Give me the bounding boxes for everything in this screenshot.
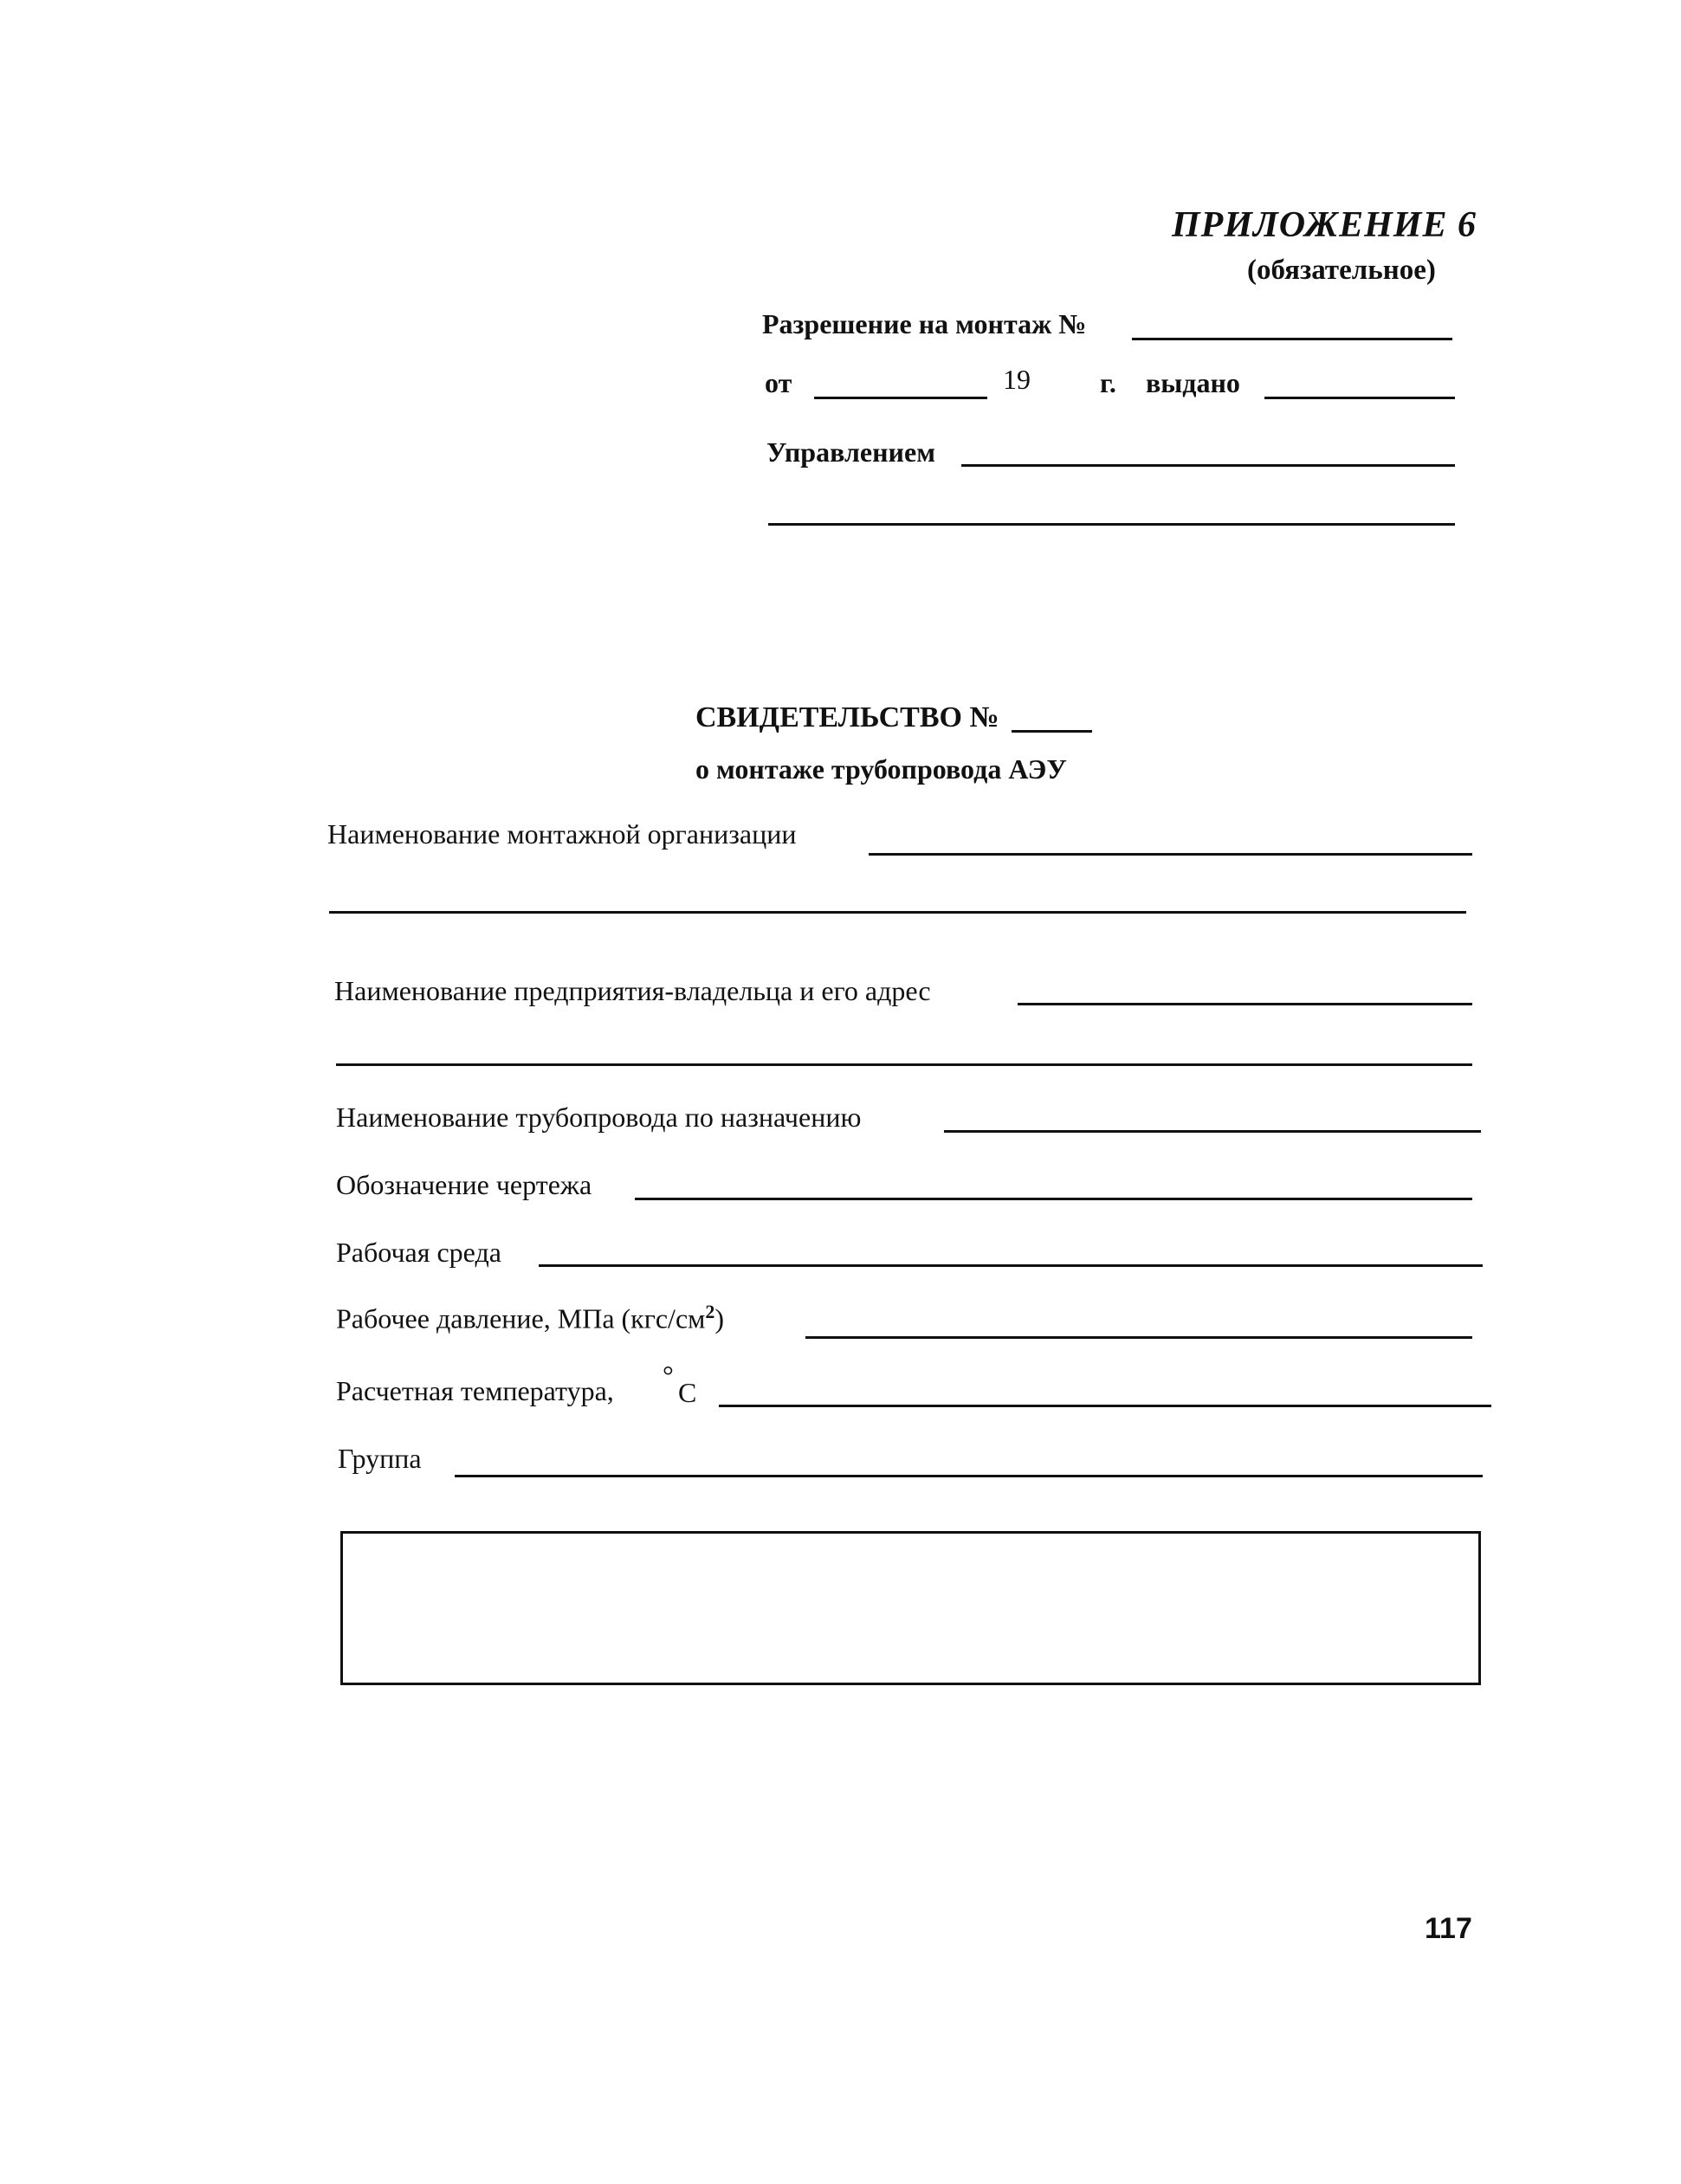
appendix-title: ПРИЛОЖЕНИЕ 6 xyxy=(1172,205,1477,245)
permit-date-field[interactable] xyxy=(814,397,987,399)
certificate-number-field[interactable] xyxy=(1012,730,1092,733)
working-pressure-sup: 2 xyxy=(705,1301,715,1322)
working-pressure-text: Рабочее давление, МПа (кгс/см xyxy=(336,1302,706,1334)
pipeline-purpose-label: Наименование трубопровода по назначению xyxy=(336,1102,862,1133)
permit-issued-field[interactable] xyxy=(1264,397,1455,399)
permit-authority-label: Управлением xyxy=(766,436,935,468)
permit-year-suffix: г. xyxy=(1100,367,1116,398)
working-medium-label: Рабочая среда xyxy=(336,1237,501,1268)
working-pressure-label xyxy=(336,1301,724,1335)
design-temperature-field[interactable] xyxy=(719,1405,1491,1407)
degree-symbol: ° xyxy=(663,1360,674,1391)
working-pressure-field[interactable] xyxy=(805,1336,1472,1339)
permit-number-field[interactable] xyxy=(1132,338,1452,340)
blank-frame xyxy=(340,1531,1481,1685)
certificate-title: СВИДЕТЕЛЬСТВО № xyxy=(695,701,999,733)
permit-from-label: от xyxy=(765,367,792,398)
group-field[interactable] xyxy=(455,1475,1483,1477)
permit-authority-field-2[interactable] xyxy=(768,523,1455,526)
owner-enterprise-field-2[interactable] xyxy=(336,1063,1472,1066)
page-number: 117 xyxy=(1425,1912,1472,1945)
working-medium-field[interactable] xyxy=(539,1264,1483,1267)
appendix-subtitle: (обязательное) xyxy=(1247,255,1436,286)
installer-org-field[interactable] xyxy=(869,853,1472,856)
owner-enterprise-label: Наименование предприятия-владельца и его адрес xyxy=(334,975,931,1006)
design-temperature-label: Расчетная температура, xyxy=(336,1375,614,1406)
installer-org-field-2[interactable] xyxy=(329,911,1466,914)
installer-org-label: Наименование монтажной организации xyxy=(327,818,797,850)
owner-enterprise-field[interactable] xyxy=(1018,1003,1472,1005)
working-pressure-close: ) xyxy=(714,1302,725,1334)
design-temperature-unit: C xyxy=(678,1377,697,1408)
permit-label: Разрешение на монтаж № xyxy=(762,308,1087,339)
permit-authority-field[interactable] xyxy=(961,464,1455,467)
drawing-designation-label: Обозначение чертежа xyxy=(336,1169,592,1200)
permit-issued-label: выдано xyxy=(1146,367,1240,398)
certificate-subtitle: о монтаже трубопровода АЭУ xyxy=(695,753,1067,785)
group-label: Группа xyxy=(338,1443,422,1474)
pipeline-purpose-field[interactable] xyxy=(944,1130,1481,1133)
drawing-designation-field[interactable] xyxy=(635,1198,1472,1200)
permit-year-prefix: 19 xyxy=(1003,364,1031,395)
